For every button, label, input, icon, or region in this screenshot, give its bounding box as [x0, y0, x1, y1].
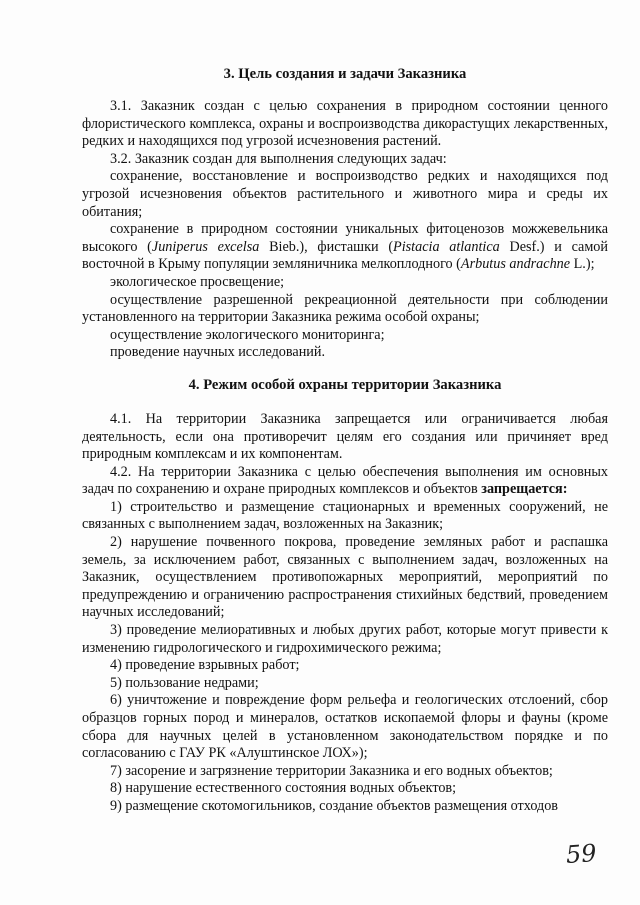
paragraph-4-2-text: 4.2. На территории Заказника с целью обеспечения выполнения им основных задач по сохранению и охране природных комплексов и объектов: [82, 463, 608, 498]
task-text-part: Bieb.), фисташки (: [259, 238, 394, 255]
task-monitoring: осуществление экологического мониторинга;: [110, 326, 385, 343]
task-phytocenoses-preservation: [82, 221, 608, 274]
prohibition-item-8: 8) нарушение естественного состояния водных объектов;: [110, 780, 457, 797]
prohibition-item-3: 3) проведение мелиоративных и любых других работ, которые могут привести к изменению гидрологического и гидрохимического режима;: [82, 622, 608, 656]
prohibition-item-7: 7) засорение и загрязнение территории Заказника и его водных объектов;: [110, 762, 553, 779]
prohibition-item-1: 1) строительство и размещение стационарных и временных сооружений, не связанных с выполнением задач, возложенных на Заказник;: [82, 498, 608, 533]
task-text-part: L.);: [570, 256, 595, 273]
task-text-part: сохранение в природном состоянии уникальных фитоценозов можжевельника высокого (: [82, 221, 608, 255]
prohibition-item-9: 9) размещение скотомогильников, создание объектов размещения отходов: [110, 797, 559, 814]
prohibition-item-2: 2) нарушение почвенного покрова, проведение земляных работ и распашка земель, за исключением работ, связанных с выполнением задач, возложенных на Заказник, осуществлением противопожарных мероприятий, мероприятий по предупреждению и ограничению распространения стихийных бедствий, проведением научных исследований;: [82, 534, 608, 621]
latin-name-arbutus: Arbutus andrachne: [460, 256, 571, 273]
section-4-heading: 4. Режим особой охраны территории Заказника: [188, 376, 502, 393]
task-recreation: осуществление разрешенной рекреационной деятельности при соблюдении установленного на территории Заказника режима особой охраны;: [82, 291, 608, 326]
prohibition-item-5: 5) пользование недрами;: [110, 674, 259, 691]
document-body: [82, 65, 608, 816]
handwritten-page-number: 59: [565, 838, 598, 870]
latin-name-pistacia: Pistacia atlantica: [393, 238, 500, 255]
task-text-part: Desf.) и самой восточной в Крыму популяции земляничника мелкоплодного (: [82, 238, 608, 273]
task-habitat-preservation: сохранение, восстановление и воспроизводство редких и находящихся под угрозой исчезновения объектов растительного и животного мира и среды их обитания;: [82, 168, 608, 220]
task-research: проведение научных исследований.: [110, 344, 326, 361]
paragraph-3-2: 3.2. Заказник создан для выполнения следующих задач:: [110, 150, 447, 167]
latin-name-juniperus: Juniperus excelsa: [151, 238, 260, 255]
prohibited-label: запрещается:: [481, 481, 568, 498]
prohibition-item-6: 6) уничтожение и повреждение форм рельефа и геологических отслоений, сбор образцов горных пород и минералов, остатков ископаемой флоры и фауны (кроме сбора для научных целей в установленном законодательством порядке и по согласованию с ГАУ РК «Алуштинское ЛОХ»);: [82, 692, 608, 762]
paragraph-4-1: 4.1. На территории Заказника запрещается или ограничивается любая деятельность, если она противоречит целям его создания или причиняет вред природным комплексам и их компонентам.: [82, 410, 608, 463]
prohibition-item-4: 4) проведение взрывных работ;: [110, 657, 300, 674]
paragraph-4-2: [82, 464, 608, 499]
paragraph-3-1: 3.1. Заказник создан с целью сохранения в природном состоянии ценного флористического комплекса, охраны и воспроизводства дикорастущих лекарственных, редких и находящихся под угрозой исчезновения растений.: [82, 98, 608, 150]
section-3-heading: 3. Цель создания и задачи Заказника: [223, 66, 467, 82]
task-ecological-education: экологическое просвещение;: [110, 273, 285, 290]
